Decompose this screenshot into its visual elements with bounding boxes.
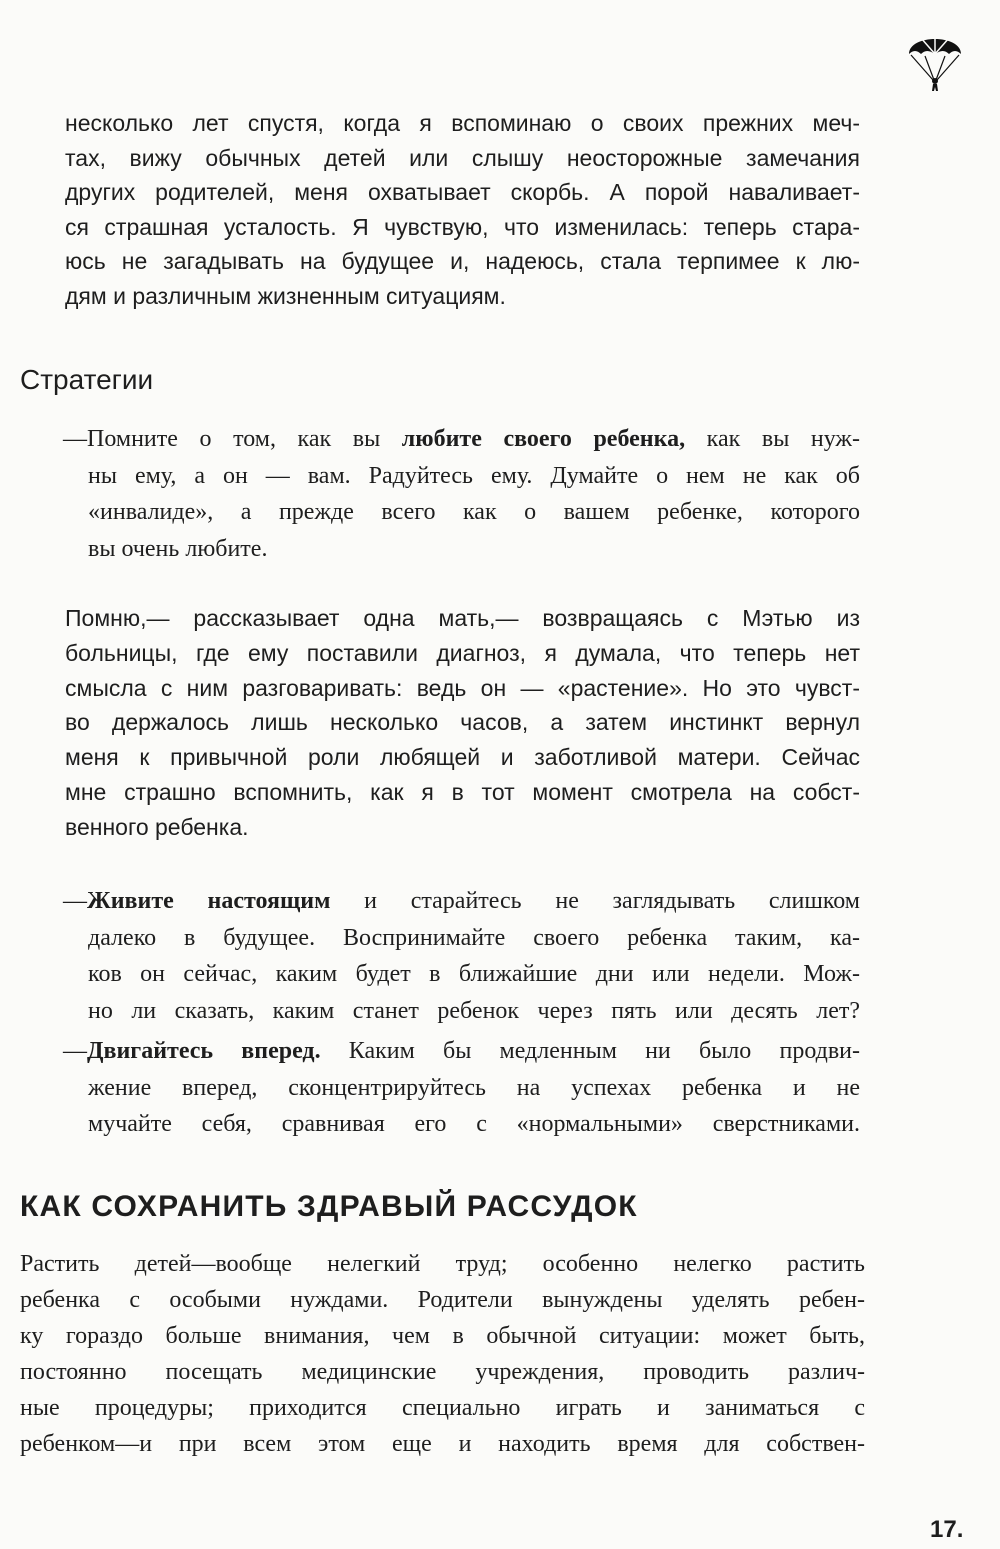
text-line: других родителей, меня охватывает скорбь. А порой наваливает-	[65, 179, 860, 205]
text-line: смысла с ним разговаривать: ведь он — «растение». Но это чувст-	[65, 674, 860, 701]
text-line: жение вперед, сконцентрируйтесь на успехах ребенка и не	[88, 1074, 860, 1101]
text-line: Растить детей—вообще нелегкий труд; особенно нелегко растить	[20, 1251, 865, 1277]
text-line: ные процедуры; приходится специально играть и заниматься с	[20, 1395, 865, 1421]
strategy-item-live-present	[63, 883, 860, 1029]
text-line: меня к привычной роли любящей и заботливой матери. Сейчас	[65, 744, 860, 771]
text-line	[63, 883, 860, 920]
text-line: ся страшная усталость. Я чувствую, что изменилась: теперь стара-	[65, 213, 860, 240]
bold-text: Живите настоящим	[87, 888, 331, 914]
text-line: мучайте себя, сравнивая его с «нормальными» сверстниками.	[88, 1111, 860, 1137]
text-span: как вы нуж-	[685, 426, 861, 452]
text-line: вы очень любите.	[88, 535, 268, 562]
text-line: «инвалиде», а прежде всего как о вашем ребенке, которого	[88, 499, 860, 525]
paragraph-intro	[65, 106, 860, 313]
text-line: несколько лет спустя, когда я вспоминаю о своих прежних меч-	[65, 110, 860, 136]
text-line: во держалось лишь несколько часов, а затем инстинкт вернул	[65, 709, 860, 736]
text-line: ку гораздо больше внимания, чем в обычной ситуации: может быть,	[20, 1323, 865, 1349]
text-line: ны ему, а он — вам. Радуйтесь ему. Думайте о нем не как об	[88, 462, 860, 489]
text-line: тах, вижу обычных детей или слышу неосторожные замечания	[65, 144, 860, 171]
text-line: юсь не загадывать на будущее и, надеюсь, стала терпимее к лю-	[65, 248, 860, 274]
text-line: постоянно посещать медицинские учреждения, проводить различ-	[20, 1359, 865, 1385]
section-paragraph	[20, 1246, 865, 1462]
text-line: дям и различным жизненным ситуациям.	[65, 282, 506, 309]
text-line: мне страшно вспомнить, как я в тот момент смотрела на собст-	[65, 778, 860, 805]
strategy-item-love	[63, 421, 860, 567]
text-span: —	[63, 888, 87, 914]
text-line: ребенка с особыми нуждами. Родители вынуждены уделять ребен-	[20, 1287, 865, 1313]
bold-text: любите своего ребенка,	[401, 426, 686, 452]
bold-text: Двигайтесь вперед.	[87, 1038, 321, 1064]
text-line	[63, 1033, 860, 1070]
text-line: Помню,— рассказывает одна мать,— возвращаясь с Мэтью из	[65, 605, 860, 631]
parachute-icon	[905, 24, 965, 96]
text-span: —Помните о том, как вы	[63, 426, 402, 452]
strategy-item-move-forward	[63, 1033, 860, 1143]
text-line: ребенком—и при всем этом еще и находить время для собствен-	[20, 1431, 865, 1457]
text-span: Каким бы медленным ни было продви-	[320, 1038, 861, 1064]
text-line: венного ребенка.	[65, 813, 249, 840]
text-line: но ли сказать, каким станет ребенок через пять или десять лет?	[88, 997, 860, 1024]
strategies-heading: Стратегии	[20, 364, 154, 395]
text-line: далеко в будущее. Воспринимайте своего ребенка таким, ка-	[88, 924, 860, 951]
quote-paragraph	[65, 601, 860, 845]
text-line: ков он сейчас, каким будет в ближайшие дни или недели. Мож-	[88, 961, 860, 987]
text-line: больницы, где ему поставили диагноз, я думала, что теперь нет	[65, 639, 860, 666]
text-line	[63, 421, 860, 458]
text-span: и старайтесь не заглядывать слишком	[330, 888, 860, 914]
section-heading: КАК СОХРАНИТЬ ЗДРАВЫЙ РАССУДОК	[20, 1190, 638, 1223]
text-span: —	[63, 1038, 87, 1064]
page-number: 17.	[930, 1516, 964, 1543]
